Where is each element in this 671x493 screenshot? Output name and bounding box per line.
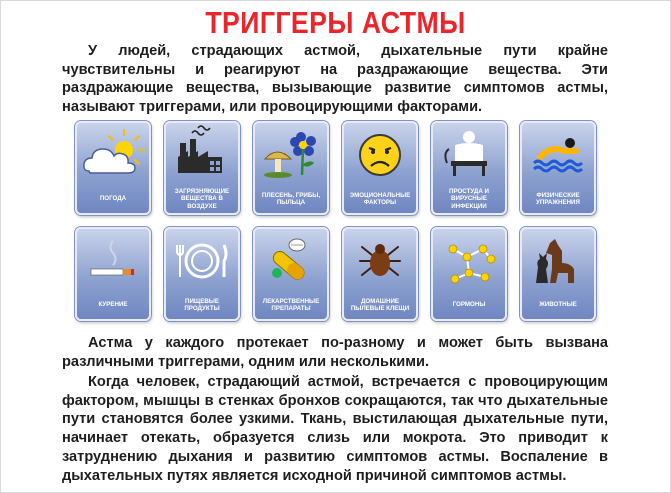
- paragraph-3: Когда человек, страдающий астмой, встречается с провоцирующим фактором, мышцы в стенках бронхов сокращаются, так что дыхательные пути становятся более узкими. Ткань, выстилающая дыхательные пути, начинает отекать, образуется слизь или мокрота. Это приводит к затруднению дыхания и развитию симптомов астмы. Воспаление в дыхательных путях является исходной причиной симптомов астмы.: [62, 374, 608, 484]
- page-title: ТРИГГЕРЫ АСТМЫ: [205, 5, 466, 40]
- tile-label: ПРОСТУДА И ВИРУСНЫЕ ИНФЕКЦИИ: [449, 187, 489, 210]
- tile-label: ПОГОДА: [99, 195, 127, 203]
- factory-icon: [166, 123, 238, 185]
- tile-pollution: [164, 121, 240, 215]
- tile-medicines: [253, 227, 329, 321]
- paragraph-2: Астма у каждого протекает по-разному и может быть вызвана различными триггерами, одним или несколькими.: [62, 335, 608, 370]
- tile-weather: [75, 121, 151, 215]
- swimmer-icon: [522, 123, 594, 185]
- tile-food: [164, 227, 240, 321]
- tile-label: ЛЕКАРСТВЕННЫЕ ПРЕПАРАТЫ: [262, 297, 320, 312]
- tile-smoking: [75, 227, 151, 321]
- tile-emotions: [342, 121, 418, 215]
- tile-label: ГОРМОНЫ: [452, 301, 486, 309]
- sad-face-icon: [344, 123, 416, 185]
- intro-paragraph: У людей, страдающих астмой, дыхательные пути крайне чувствительны и реагируют на раздражающие вещества. Эти раздражающие вещества, вызывающие развитие симптомов астмы, называют триггерами, или провоцирующими факторами.: [62, 43, 608, 116]
- pills-icon: [255, 229, 327, 291]
- mushroom-flower-icon: [255, 123, 327, 185]
- tile-label: ЖИВОТНЫЕ: [539, 301, 577, 309]
- sick-person-icon: [433, 123, 505, 185]
- tile-label: ДОМАШНИЕ ПЫЛЕВЫЕ КЛЕЩИ: [350, 297, 410, 312]
- molecule-icon: [433, 229, 505, 291]
- tile-label: КУРЕНИЕ: [98, 301, 128, 309]
- triggers-grid: [75, 121, 603, 321]
- tile-label: ФИЗИЧЕСКИЕ УПРАЖНЕНИЯ: [536, 191, 580, 206]
- tile-label: ЗАГРЯЗНЯЮЩИЕ ВЕЩЕСТВА В ВОЗДУХЕ: [174, 187, 230, 210]
- tile-mold: [253, 121, 329, 215]
- tile-exercise: [520, 121, 596, 215]
- tile-label: ПЛЕСЕНЬ, ГРИБЫ, ПЫЛЬЦА: [261, 191, 321, 206]
- dog-cat-icon: [522, 229, 594, 291]
- mite-icon: [344, 229, 416, 291]
- plate-icon: [166, 229, 238, 291]
- tile-animals: [520, 227, 596, 321]
- tile-hormones: [431, 227, 507, 321]
- tile-dust-mites: [342, 227, 418, 321]
- tile-infections: [431, 121, 507, 215]
- cloud-sun-icon: [77, 123, 149, 185]
- cigarette-icon: [77, 229, 149, 291]
- tile-label: ПИЩЕВЫЕ ПРОДУКТЫ: [184, 297, 220, 312]
- tile-label: ЭМОЦИОНАЛЬНЫЕ ФАКТОРЫ: [349, 191, 411, 206]
